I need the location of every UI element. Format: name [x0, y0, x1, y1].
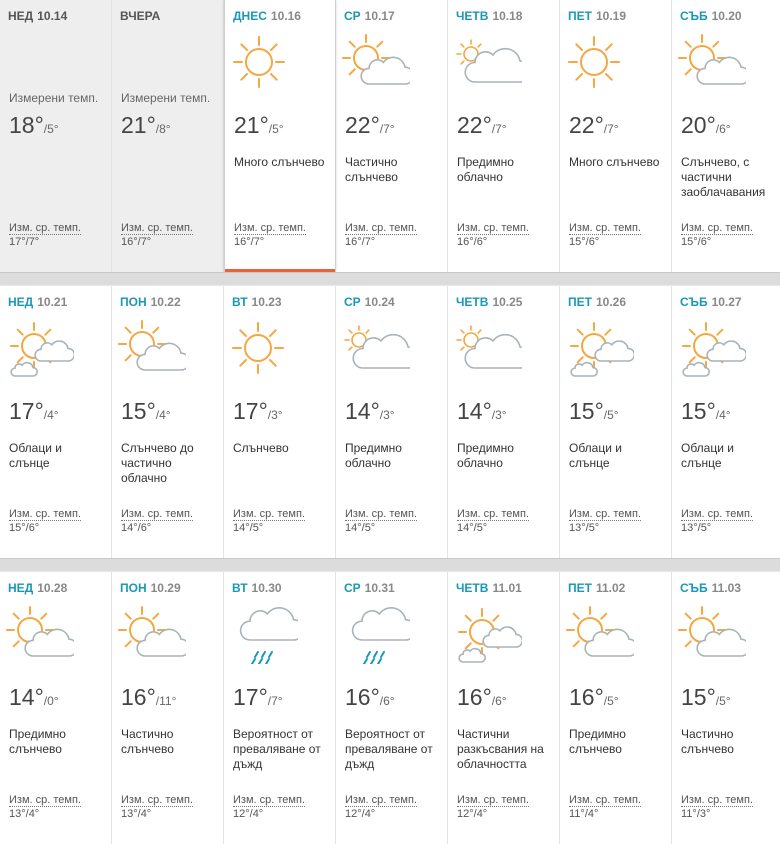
- low-temp: /3°: [267, 408, 283, 422]
- historical-avg-value: 11°/4°: [569, 808, 599, 820]
- day-name: ПЕТ: [568, 295, 592, 309]
- day-date: 10.17: [364, 9, 395, 23]
- day-card[interactable]: [224, 286, 336, 558]
- weather-description: Предимно облачно: [457, 155, 514, 184]
- historical-avg-label[interactable]: Изм. ср. темп.: [345, 222, 417, 234]
- temperature: [121, 112, 171, 139]
- day-date: 10.28: [37, 581, 68, 595]
- weather-description: Много слънчево: [569, 155, 660, 169]
- historical-avg: [569, 508, 641, 534]
- day-name: ПЕТ: [568, 9, 592, 23]
- day-name: ЧЕТВ: [456, 9, 489, 23]
- day-date: 10.26: [595, 295, 626, 309]
- historical-avg-label[interactable]: Изм. ср. темп.: [681, 222, 753, 234]
- day-header: [8, 295, 67, 309]
- weather-description: Вероятност от преваляване от дъжд: [345, 727, 433, 771]
- historical-avg-value: 15°/6°: [569, 236, 600, 248]
- temperature: [681, 398, 731, 425]
- low-temp: /7°: [379, 122, 395, 136]
- day-header: [232, 581, 282, 595]
- day-header: [344, 9, 395, 23]
- day-name: ДНЕС: [233, 9, 267, 23]
- temperature: [121, 684, 176, 711]
- day-date: 10.14: [37, 9, 68, 23]
- historical-avg-label[interactable]: Изм. ср. темп.: [233, 508, 305, 520]
- historical-avg: [345, 222, 417, 248]
- historical-avg-value: 13°/4°: [9, 808, 40, 820]
- historical-avg: [457, 794, 529, 820]
- day-name: ПОН: [120, 581, 147, 595]
- day-name: СЪБ: [680, 9, 708, 23]
- day-card[interactable]: [672, 286, 780, 558]
- day-header: [233, 9, 301, 23]
- historical-avg-label[interactable]: Изм. ср. темп.: [569, 794, 641, 806]
- low-temp: /3°: [379, 408, 395, 422]
- historical-avg: [345, 794, 417, 820]
- historical-avg: [9, 508, 81, 534]
- day-date: 10.16: [270, 9, 301, 23]
- temperature: [457, 398, 507, 425]
- week-row-3: [0, 572, 780, 844]
- historical-avg-value: 16°/7°: [234, 236, 265, 248]
- day-name: СР: [344, 9, 361, 23]
- day-header: [568, 295, 626, 309]
- historical-avg-label[interactable]: Изм. ср. темп.: [569, 508, 641, 520]
- low-temp: /7°: [491, 122, 507, 136]
- day-name: СЪБ: [680, 295, 708, 309]
- day-card[interactable]: [560, 572, 672, 844]
- day-name: НЕД: [8, 295, 34, 309]
- week-separator: [0, 558, 780, 572]
- day-header: [8, 9, 67, 23]
- low-temp: /6°: [715, 122, 731, 136]
- week-row-1: [0, 0, 780, 272]
- day-header: [120, 295, 181, 309]
- rain-icon: [230, 602, 298, 664]
- day-header: [568, 9, 626, 23]
- rain-icon: [342, 602, 410, 664]
- clouds-and-sun-icon: [454, 602, 522, 664]
- historical-avg: [121, 222, 193, 248]
- day-name: ВЧЕРА: [120, 9, 161, 23]
- temperature: [457, 112, 507, 139]
- low-temp: /0°: [43, 694, 59, 708]
- day-header: [232, 295, 282, 309]
- low-temp: /7°: [603, 122, 619, 136]
- day-date: 10.25: [492, 295, 523, 309]
- high-temp: 17°: [9, 398, 44, 424]
- historical-avg: [681, 794, 753, 820]
- week-row-2: [0, 286, 780, 558]
- temperature: [345, 684, 395, 711]
- temperature: [345, 398, 395, 425]
- low-temp: /5°: [43, 122, 59, 136]
- historical-avg: [457, 222, 529, 248]
- day-name: СР: [344, 295, 361, 309]
- low-temp: /6°: [491, 694, 507, 708]
- measured-temp-label: Измерени темп.: [9, 91, 99, 105]
- historical-avg-label[interactable]: Изм. ср. темп.: [234, 222, 306, 234]
- temperature: [569, 112, 619, 139]
- day-date: 10.30: [251, 581, 282, 595]
- low-temp: /8°: [155, 122, 171, 136]
- day-name: ВТ: [232, 581, 248, 595]
- high-temp: 22°: [457, 112, 492, 138]
- partly-cloudy-icon: [118, 602, 186, 664]
- historical-avg-label[interactable]: Изм. ср. темп.: [345, 794, 417, 806]
- temperature: [681, 684, 731, 711]
- historical-avg: [121, 794, 193, 820]
- historical-avg-label[interactable]: Изм. ср. темп.: [569, 222, 641, 234]
- high-temp: 15°: [121, 398, 156, 424]
- day-date: 11.03: [711, 581, 741, 595]
- historical-avg: [681, 508, 753, 534]
- weather-description: Частични разкъсвания на облачността: [457, 727, 544, 771]
- high-temp: 22°: [345, 112, 380, 138]
- temperature: [234, 112, 284, 139]
- historical-avg-value: 16°/7°: [121, 236, 152, 248]
- day-header: [680, 581, 741, 595]
- day-date: 10.31: [364, 581, 395, 595]
- day-name: СЪБ: [680, 581, 708, 595]
- historical-avg-label[interactable]: Изм. ср. темп.: [457, 508, 529, 520]
- high-temp: 16°: [457, 684, 492, 710]
- day-card[interactable]: [560, 286, 672, 558]
- day-header: [120, 581, 181, 595]
- historical-avg: [681, 222, 753, 248]
- sun-icon: [231, 30, 299, 92]
- historical-avg-label[interactable]: Изм. ср. темп.: [457, 222, 529, 234]
- historical-avg: [233, 508, 305, 534]
- day-card[interactable]: [0, 286, 112, 558]
- day-card[interactable]: [112, 286, 224, 558]
- historical-avg-label[interactable]: Изм. ср. темп.: [681, 794, 753, 806]
- historical-avg-label[interactable]: Изм. ср. темп.: [121, 794, 193, 806]
- historical-avg: [121, 508, 193, 534]
- day-date: 10.24: [364, 295, 395, 309]
- high-temp: 15°: [681, 398, 716, 424]
- weather-description: Предимно слънчево: [569, 727, 626, 756]
- partly-cloudy-icon: [6, 602, 74, 664]
- day-card[interactable]: [224, 572, 336, 844]
- weather-description: Вероятност от преваляване от дъжд: [233, 727, 321, 771]
- historical-avg-value: 15°/6°: [681, 236, 712, 248]
- week-separator: [0, 272, 780, 286]
- temperature: [233, 684, 283, 711]
- day-header: [456, 295, 522, 309]
- weather-description: Облаци и слънце: [681, 441, 734, 470]
- historical-avg-label[interactable]: Изм. ср. темп.: [121, 222, 193, 234]
- high-temp: 14°: [9, 684, 44, 710]
- historical-avg-label[interactable]: Изм. ср. темп.: [9, 222, 81, 234]
- day-card[interactable]: [224, 0, 336, 272]
- low-temp: /5°: [268, 122, 284, 136]
- weather-description: Облаци и слънце: [569, 441, 622, 470]
- historical-avg-label[interactable]: Изм. ср. темп.: [457, 794, 529, 806]
- weather-description: Частично слънчево: [681, 727, 734, 756]
- historical-avg: [569, 794, 641, 820]
- sun-icon: [566, 30, 634, 92]
- temperature: [9, 112, 59, 139]
- weather-description: Предимно облачно: [345, 441, 402, 470]
- day-date: 10.22: [150, 295, 181, 309]
- weather-description: Слънчево: [233, 441, 289, 455]
- historical-avg-value: 14°/5°: [233, 522, 264, 534]
- temperature: [681, 112, 731, 139]
- historical-avg: [234, 222, 306, 248]
- weather-description: Предимно облачно: [457, 441, 514, 470]
- historical-avg-value: 14°/5°: [345, 522, 376, 534]
- historical-avg-value: 14°/5°: [457, 522, 488, 534]
- day-date: 10.21: [37, 295, 68, 309]
- historical-avg-label[interactable]: Изм. ср. темп.: [681, 508, 753, 520]
- historical-avg-value: 16°/7°: [345, 236, 376, 248]
- high-temp: 15°: [569, 398, 604, 424]
- day-header: [344, 295, 395, 309]
- low-temp: /3°: [491, 408, 507, 422]
- day-header: [120, 9, 164, 23]
- day-card[interactable]: [448, 572, 560, 844]
- day-card[interactable]: [336, 572, 448, 844]
- temperature: [569, 684, 619, 711]
- weather-description: Частично слънчево: [345, 155, 398, 184]
- temperature: [9, 684, 59, 711]
- day-card[interactable]: [112, 572, 224, 844]
- historical-avg-value: 12°/4°: [345, 808, 376, 820]
- low-temp: /4°: [43, 408, 59, 422]
- clouds-and-sun-icon: [678, 316, 746, 378]
- day-header: [680, 9, 742, 23]
- weather-description: Слънчево, с частични заоблачавания: [681, 155, 766, 199]
- day-date: 10.29: [150, 581, 181, 595]
- clouds-and-sun-icon: [6, 316, 74, 378]
- historical-avg-label[interactable]: Изм. ср. темп.: [345, 508, 417, 520]
- partly-cloudy-icon: [678, 30, 746, 92]
- weather-description: Облаци и слънце: [9, 441, 62, 470]
- historical-avg: [569, 222, 641, 248]
- partly-cloudy-icon: [566, 602, 634, 664]
- day-date: 10.20: [711, 9, 742, 23]
- day-name: СР: [344, 581, 361, 595]
- historical-avg-value: 13°/4°: [121, 808, 152, 820]
- historical-avg: [457, 508, 529, 534]
- mostly-cloudy-icon: [454, 316, 522, 378]
- day-date: 11.01: [492, 581, 522, 595]
- high-temp: 21°: [121, 112, 156, 138]
- low-temp: /7°: [267, 694, 283, 708]
- low-temp: /11°: [155, 694, 177, 708]
- historical-avg-label[interactable]: Изм. ср. темп.: [233, 794, 305, 806]
- historical-avg-value: 16°/6°: [457, 236, 488, 248]
- temperature: [121, 398, 171, 425]
- day-header: [568, 581, 625, 595]
- low-temp: /4°: [155, 408, 171, 422]
- historical-avg-value: 17°/7°: [9, 236, 40, 248]
- high-temp: 18°: [9, 112, 44, 138]
- weather-description: Частично слънчево: [121, 727, 174, 756]
- day-card[interactable]: [448, 286, 560, 558]
- weather-description: Слънчево до частично облачно: [121, 441, 194, 485]
- measured-temp-label: Измерени темп.: [121, 91, 211, 105]
- high-temp: 14°: [457, 398, 492, 424]
- temperature: [569, 398, 619, 425]
- day-header: [456, 581, 522, 595]
- high-temp: 17°: [233, 398, 268, 424]
- temperature: [345, 112, 395, 139]
- high-temp: 15°: [681, 684, 716, 710]
- day-name: НЕД: [8, 581, 34, 595]
- day-date: 10.18: [492, 9, 523, 23]
- historical-avg-label[interactable]: Изм. ср. темп.: [121, 508, 193, 520]
- day-card[interactable]: [336, 286, 448, 558]
- historical-avg-value: 12°/4°: [233, 808, 264, 820]
- day-date: 10.23: [251, 295, 282, 309]
- high-temp: 16°: [569, 684, 604, 710]
- clouds-and-sun-icon: [566, 316, 634, 378]
- temperature: [233, 398, 283, 425]
- day-card[interactable]: [336, 0, 448, 272]
- historical-avg: [9, 794, 81, 820]
- historical-avg-value: 12°/4°: [457, 808, 488, 820]
- day-header: [344, 581, 395, 595]
- low-temp: /5°: [603, 408, 619, 422]
- day-name: ВТ: [232, 295, 248, 309]
- day-card[interactable]: [560, 0, 672, 272]
- day-card[interactable]: [672, 572, 780, 844]
- day-date: 10.19: [595, 9, 626, 23]
- day-date: 10.27: [711, 295, 742, 309]
- low-temp: /6°: [379, 694, 395, 708]
- historical-avg: [9, 222, 81, 248]
- weather-description: Много слънчево: [234, 155, 325, 169]
- high-temp: 20°: [681, 112, 716, 138]
- day-card[interactable]: [448, 0, 560, 272]
- day-card[interactable]: [0, 572, 112, 844]
- day-card[interactable]: [0, 0, 112, 272]
- day-name: ЧЕТВ: [456, 295, 489, 309]
- day-header: [8, 581, 67, 595]
- historical-avg-value: 11°/3°: [681, 808, 711, 820]
- high-temp: 16°: [345, 684, 380, 710]
- historical-avg-value: 13°/5°: [681, 522, 712, 534]
- partly-cloudy-icon: [678, 602, 746, 664]
- mostly-cloudy-icon: [454, 30, 522, 92]
- sun-icon: [230, 316, 298, 378]
- high-temp: 17°: [233, 684, 268, 710]
- day-name: ЧЕТВ: [456, 581, 489, 595]
- day-header: [680, 295, 742, 309]
- day-card[interactable]: [672, 0, 780, 272]
- historical-avg-value: 14°/6°: [121, 522, 152, 534]
- day-name: НЕД: [8, 9, 34, 23]
- temperature: [9, 398, 59, 425]
- day-card[interactable]: [112, 0, 224, 272]
- temperature: [457, 684, 507, 711]
- low-temp: /5°: [603, 694, 619, 708]
- mostly-cloudy-icon: [342, 316, 410, 378]
- historical-avg-value: 15°/6°: [9, 522, 40, 534]
- partly-cloudy-icon: [342, 30, 410, 92]
- low-temp: /4°: [715, 408, 731, 422]
- day-header: [456, 9, 522, 23]
- historical-avg-value: 13°/5°: [569, 522, 600, 534]
- historical-avg: [233, 794, 305, 820]
- weather-description: Предимно слънчево: [9, 727, 66, 756]
- high-temp: 21°: [234, 112, 269, 138]
- historical-avg-label[interactable]: Изм. ср. темп.: [9, 794, 81, 806]
- day-name: ПОН: [120, 295, 147, 309]
- low-temp: /5°: [715, 694, 731, 708]
- partly-cloudy-icon: [118, 316, 186, 378]
- historical-avg: [345, 508, 417, 534]
- day-date: 11.02: [595, 581, 626, 595]
- high-temp: 16°: [121, 684, 156, 710]
- day-name: ПЕТ: [568, 581, 592, 595]
- historical-avg-label[interactable]: Изм. ср. темп.: [9, 508, 81, 520]
- high-temp: 14°: [345, 398, 380, 424]
- high-temp: 22°: [569, 112, 604, 138]
